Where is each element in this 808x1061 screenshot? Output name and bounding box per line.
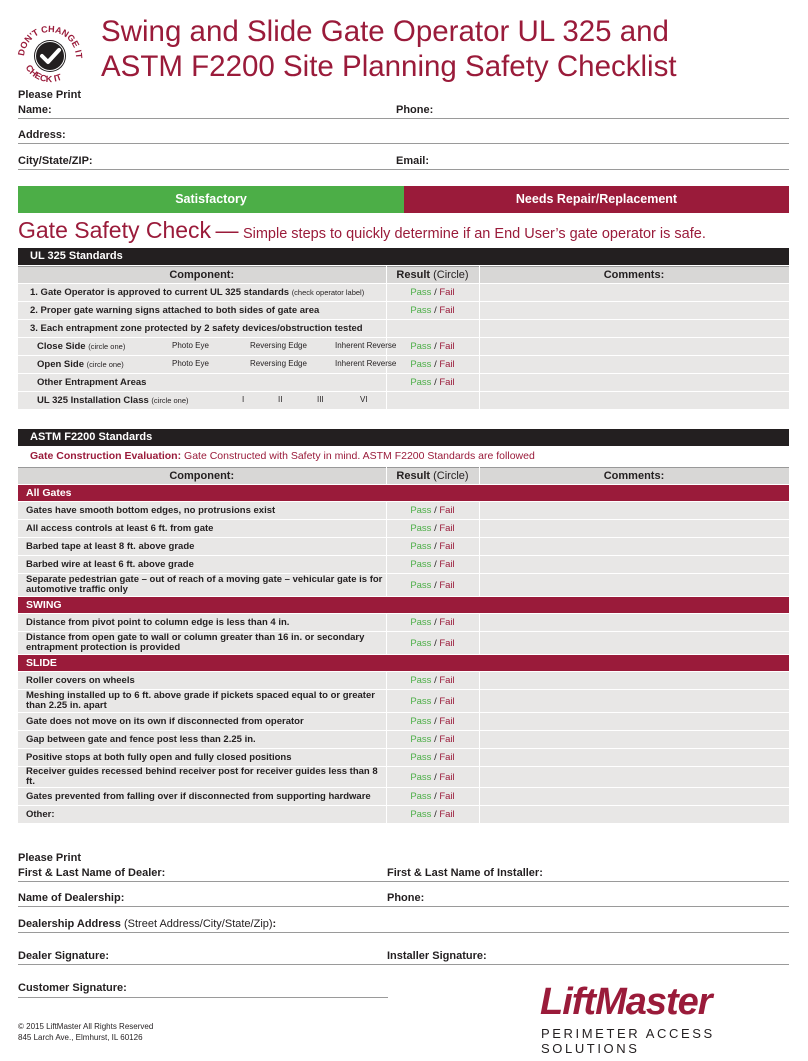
comment-cell[interactable]: [479, 302, 789, 320]
table-row: Gate does not move on its own if disconnected from operator Pass / Fail: [18, 713, 789, 731]
comment-cell[interactable]: [479, 672, 789, 690]
table-row: UL 325 Installation Class (circle one) I II III VI: [18, 392, 789, 410]
pass-fail[interactable]: Pass / Fail: [386, 556, 479, 574]
pass-fail[interactable]: Pass / Fail: [386, 284, 479, 302]
table-row: 1. Gate Operator is approved to current UL 325 standards (check operator label) Pass / Fail: [18, 284, 789, 302]
dealership-address-label: Dealership Address (Street Address/City/State/Zip):: [18, 918, 277, 930]
svg-text:DON'T CHANGE IT: DON'T CHANGE IT: [16, 23, 85, 59]
installer-name-label: First & Last Name of Installer:: [387, 867, 543, 879]
table-row: Distance from pivot point to column edge is less than 4 in. Pass / Fail: [18, 614, 789, 632]
checkmark-seal-icon: [14, 20, 86, 92]
ul325-header: UL 325 Standards: [18, 248, 789, 265]
satisfactory-bar: Satisfactory: [18, 186, 404, 213]
pass-fail[interactable]: Pass / Fail: [386, 538, 479, 556]
comment-cell[interactable]: [479, 614, 789, 632]
pass-fail[interactable]: Pass / Fail: [386, 788, 479, 806]
astm-header: ASTM F2200 Standards: [18, 429, 789, 446]
dealer-phone-label: Phone:: [387, 892, 425, 904]
name-label: Name:: [18, 104, 52, 116]
comment-cell[interactable]: [479, 538, 789, 556]
table-row: Open Side (circle one) Photo Eye Reversing Edge Inherent Reverse Pass / Fail: [18, 356, 789, 374]
gate-construction-evaluation: Gate Construction Evaluation: Gate Constructed with Safety in mind. ASTM F2200 Standards are followed: [30, 450, 535, 462]
comment-cell[interactable]: [479, 520, 789, 538]
gate-safety-subtitle: Simple steps to quickly determine if an End User’s gate operator is safe.: [242, 226, 706, 242]
section-swing: SWING: [18, 597, 789, 614]
liftmaster-logo: LiftMaster: [540, 981, 712, 1023]
pass-fail[interactable]: Pass / Fail: [386, 574, 479, 597]
table-row: Close Side (circle one) Photo Eye Reversing Edge Inherent Reverse Pass / Fail: [18, 338, 789, 356]
table-row: Meshing installed up to 6 ft. above grade if pickets spaced equal to or greater than 2.25 in. apart Pass / Fail: [18, 690, 789, 713]
result-header: Result (Circle): [386, 468, 479, 485]
table-row: All access controls at least 6 ft. from gate Pass / Fail: [18, 520, 789, 538]
pass-fail[interactable]: Pass / Fail: [386, 374, 479, 392]
comment-cell[interactable]: [479, 767, 789, 788]
component-header: Component:: [18, 267, 386, 284]
pass-fail[interactable]: Pass / Fail: [386, 502, 479, 520]
pass-fail[interactable]: Pass / Fail: [386, 690, 479, 713]
gate-safety-dash: —: [215, 217, 239, 243]
section-all-gates: All Gates: [18, 485, 789, 502]
comment-cell[interactable]: [479, 284, 789, 302]
gate-safety-title: Gate Safety Check: [18, 217, 212, 243]
comment-cell[interactable]: [479, 356, 789, 374]
gate-safety-heading: [18, 217, 706, 244]
pass-fail[interactable]: Pass / Fail: [386, 632, 479, 655]
table-row: Distance from open gate to wall or column greater than 16 in. or secondary entrapment protection is provided Pass / Fail: [18, 632, 789, 655]
pass-fail[interactable]: Pass / Fail: [386, 672, 479, 690]
table-row: Gates prevented from falling over if disconnected from supporting hardware Pass / Fail: [18, 788, 789, 806]
pass-fail[interactable]: Pass / Fail: [386, 806, 479, 824]
comment-cell[interactable]: [479, 788, 789, 806]
comment-cell[interactable]: [479, 806, 789, 824]
comment-cell[interactable]: [479, 502, 789, 520]
table-row: Other: Pass / Fail: [18, 806, 789, 824]
address-label: Address:: [18, 129, 66, 141]
pass-fail[interactable]: Pass / Fail: [386, 302, 479, 320]
comment-cell[interactable]: [479, 574, 789, 597]
pass-fail[interactable]: Pass / Fail: [386, 731, 479, 749]
dealer-please-print: Please Print: [18, 852, 81, 864]
ul325-table: [18, 266, 790, 410]
comment-cell[interactable]: [479, 556, 789, 574]
dealership-line[interactable]: [18, 906, 789, 907]
pass-fail[interactable]: Pass / Fail: [386, 749, 479, 767]
table-row: Gap between gate and fence post less than 2.25 in. Pass / Fail: [18, 731, 789, 749]
table-row: 2. Proper gate warning signs attached to both sides of gate area Pass / Fail: [18, 302, 789, 320]
installer-signature-label: Installer Signature:: [387, 950, 487, 962]
pass-fail[interactable]: Pass / Fail: [386, 767, 479, 788]
comments-header: Comments:: [479, 468, 789, 485]
table-row: Gates have smooth bottom edges, no protrusions exist Pass / Fail: [18, 502, 789, 520]
svg-text:CHECK IT: CHECK IT: [23, 62, 63, 85]
page-title: [101, 14, 677, 84]
table-row: Separate pedestrian gate – out of reach of a moving gate – vehicular gate is for automotive traffic only Pass / Fail: [18, 574, 789, 597]
comment-cell[interactable]: [479, 749, 789, 767]
tagline: PERIMETER ACCESS SOLUTIONS: [541, 1026, 715, 1056]
pass-fail[interactable]: Pass / Fail: [386, 338, 479, 356]
table-row: Other Entrapment Areas Pass / Fail: [18, 374, 789, 392]
signature-line[interactable]: [18, 964, 789, 965]
section-slide: SLIDE: [18, 655, 789, 672]
comment-cell[interactable]: [479, 731, 789, 749]
table-row: Positive stops at both fully open and fully closed positions Pass / Fail: [18, 749, 789, 767]
name-line[interactable]: [18, 118, 789, 119]
copyright: © 2015 LiftMaster All Rights Reserved 845 Larch Ave., Elmhurst, IL 60126: [18, 1022, 154, 1042]
dealer-name-label: First & Last Name of Dealer:: [18, 867, 166, 879]
dealer-signature-label: Dealer Signature:: [18, 950, 110, 962]
table-row: 3. Each entrapment zone protected by 2 safety devices/obstruction tested: [18, 320, 789, 338]
address-line[interactable]: [18, 143, 789, 144]
pass-fail[interactable]: Pass / Fail: [386, 520, 479, 538]
title-line-2: ASTM F2200 Site Planning Safety Checklist: [101, 50, 677, 83]
phone-label: Phone:: [396, 104, 434, 116]
customer-signature-line[interactable]: [18, 997, 388, 998]
table-row: Barbed wire at least 6 ft. above grade Pass / Fail: [18, 556, 789, 574]
table-row: Barbed tape at least 8 ft. above grade Pass / Fail: [18, 538, 789, 556]
dealership-address-line[interactable]: [18, 932, 789, 933]
table-header-row: [18, 267, 789, 284]
please-print-label: Please Print: [18, 89, 81, 101]
comment-cell[interactable]: [479, 632, 789, 655]
city-label: City/State/ZIP:: [18, 155, 93, 167]
astm-table: [18, 467, 790, 824]
pass-fail[interactable]: Pass / Fail: [386, 356, 479, 374]
title-line-1: Swing and Slide Gate Operator UL 325 and: [101, 15, 669, 48]
customer-signature-label: Customer Signature:: [18, 982, 127, 994]
city-line[interactable]: [18, 169, 789, 170]
table-header-row: [18, 468, 789, 485]
pass-fail[interactable]: Pass / Fail: [386, 713, 479, 731]
pass-fail[interactable]: Pass / Fail: [386, 614, 479, 632]
dealer-name-line[interactable]: [18, 881, 789, 882]
needs-repair-bar: Needs Repair/Replacement: [404, 186, 789, 213]
table-row: Receiver guides recessed behind receiver post for receiver guides less than 8 ft. Pass / Fail: [18, 767, 789, 788]
comment-cell[interactable]: [479, 690, 789, 713]
comment-cell[interactable]: [479, 338, 789, 356]
dealership-label: Name of Dealership:: [18, 892, 125, 904]
table-row: Roller covers on wheels Pass / Fail: [18, 672, 789, 690]
comment-cell[interactable]: [479, 713, 789, 731]
result-header: Result (Circle): [386, 267, 479, 284]
component-header: Component:: [18, 468, 386, 485]
email-label: Email:: [396, 155, 430, 167]
comment-cell[interactable]: [479, 374, 789, 392]
comments-header: Comments:: [479, 267, 789, 284]
